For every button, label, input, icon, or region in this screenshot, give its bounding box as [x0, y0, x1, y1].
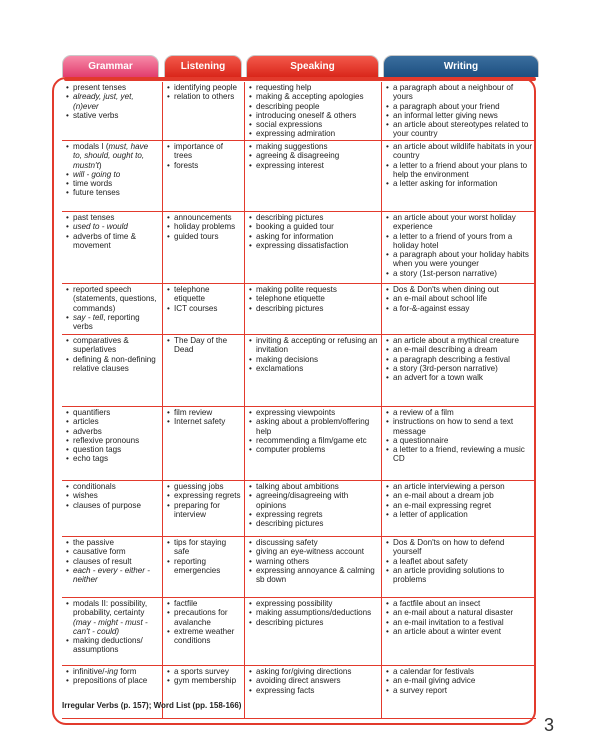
speaking-item: • computer problems	[249, 445, 378, 454]
speaking-item: • describing people	[249, 102, 378, 111]
speaking-item: • introducing oneself & others	[249, 111, 378, 120]
grammar-item: • defining & non-defining relative clauses	[66, 355, 159, 374]
speaking-cell	[245, 598, 382, 665]
unit-row	[62, 82, 536, 141]
listening-item: • Internet safety	[167, 417, 241, 426]
grammar-item-fragment: -ing	[104, 667, 118, 676]
tab-listening: Listening	[164, 55, 242, 77]
listening-item: • guided tours	[167, 232, 241, 241]
speaking-item: • agreeing & disagreeing	[249, 151, 378, 160]
unit-row	[62, 537, 536, 598]
listening-cell	[163, 141, 245, 211]
speaking-item: • expressing viewpoints	[249, 408, 378, 417]
writing-cell	[382, 335, 536, 406]
grammar-item: • causative form	[66, 547, 159, 556]
grammar-item	[66, 313, 159, 332]
speaking-item: • asking for information	[249, 232, 378, 241]
unit-row	[62, 598, 536, 666]
writing-item: • a paragraph about a neighbour of yours	[386, 83, 533, 102]
listening-cell	[163, 212, 245, 283]
writing-cell	[382, 666, 536, 718]
footer-reference: Irregular Verbs (p. 157); Word List (pp. 158-166)	[62, 701, 242, 710]
writing-item: • instructions on how to send a text message	[386, 417, 533, 436]
listening-cell	[163, 666, 245, 718]
listening-item: • gym membership	[167, 676, 241, 685]
writing-item: • an article about stereotypes related to your country	[386, 120, 533, 139]
speaking-item: • expressing annoyance & calming sb down	[249, 566, 378, 585]
writing-item: • a story (3rd-person narrative)	[386, 364, 533, 373]
grammar-item	[66, 566, 159, 585]
grammar-item-fragment: each - every - either - neither	[73, 565, 150, 585]
grammar-item	[66, 92, 159, 111]
speaking-cell	[245, 284, 382, 334]
listening-item: • precautions for avalanche	[167, 608, 241, 627]
writing-item: • an article about a winter event	[386, 627, 533, 636]
writing-item: • a letter to a friend of yours from a holiday hotel	[386, 232, 533, 251]
writing-item: • a questionnaire	[386, 436, 533, 445]
writing-item: • an article providing solutions to problems	[386, 566, 533, 585]
writing-item: • an advert for a town walk	[386, 373, 533, 382]
unit-row	[62, 212, 536, 284]
grammar-cell	[62, 666, 163, 718]
listening-cell	[163, 407, 245, 480]
grammar-item: • future tenses	[66, 188, 159, 197]
listening-cell	[163, 598, 245, 665]
listening-item: • forests	[167, 161, 241, 170]
grammar-cell	[62, 598, 163, 665]
listening-item: • expressing regrets	[167, 491, 241, 500]
grammar-item: • time words	[66, 179, 159, 188]
speaking-item: • talking about ambitions	[249, 482, 378, 491]
speaking-item: • warning others	[249, 557, 378, 566]
listening-cell	[163, 284, 245, 334]
grammar-item-fragment: )	[98, 160, 102, 170]
speaking-item: • making suggestions	[249, 142, 378, 151]
unit-row	[62, 284, 536, 335]
speaking-item: • expressing possibility	[249, 599, 378, 608]
speaking-item: • making polite requests	[249, 285, 378, 294]
listening-item: • preparing for interview	[167, 501, 241, 520]
listening-item: • announcements	[167, 213, 241, 222]
listening-cell	[163, 537, 245, 597]
grammar-item	[66, 222, 159, 231]
grammar-item	[66, 142, 159, 170]
unit-row	[62, 141, 536, 212]
writing-item: • an e-mail about a dream job	[386, 491, 533, 500]
grammar-item: • reported speech (statements, questions, commands)	[66, 285, 159, 313]
speaking-item: • describing pictures	[249, 304, 378, 313]
grammar-item: • the passive	[66, 538, 159, 547]
grammar-cell	[62, 537, 163, 597]
unit-row	[62, 666, 536, 719]
writing-item: • a letter to a friend about your plans to help the environment	[386, 161, 533, 180]
writing-item: • a letter asking for information	[386, 179, 533, 188]
speaking-item: • making & accepting apologies	[249, 92, 378, 101]
writing-item: • Dos & Don'ts on how to defend yourself	[386, 538, 533, 557]
speaking-cell	[245, 537, 382, 597]
listening-item: • identifying people	[167, 83, 241, 92]
unit-row	[62, 335, 536, 407]
listening-item: • holiday problems	[167, 222, 241, 231]
speaking-cell	[245, 82, 382, 140]
grammar-item: • present tenses	[66, 83, 159, 92]
writing-item: • an e-mail giving advice	[386, 676, 533, 685]
writing-item: • a paragraph describing a festival	[386, 355, 533, 364]
tab-writing: Writing	[383, 55, 539, 77]
grammar-item: • question tags	[66, 445, 159, 454]
writing-item: • a letter to a friend, reviewing a music CD	[386, 445, 533, 464]
writing-item: • a paragraph about your holiday habits when you were younger	[386, 250, 533, 269]
frame-top-bar	[64, 77, 536, 81]
grammar-item-fragment: modals II: possibility, probability, certainty	[73, 599, 148, 618]
writing-item: • an informal letter giving news	[386, 111, 533, 120]
grammar-item-fragment: must, have to, should, ought to, mustn't	[73, 142, 149, 170]
writing-item: • an e-mail about a natural disaster	[386, 608, 533, 617]
grammar-item: • conditionals	[66, 482, 159, 491]
grammar-item-fragment: form	[118, 667, 137, 676]
grammar-cell	[62, 335, 163, 406]
listening-item: • film review	[167, 408, 241, 417]
grammar-cell	[62, 284, 163, 334]
writing-item: • an e-mail expressing regret	[386, 501, 533, 510]
writing-cell	[382, 82, 536, 140]
listening-item: • factfile	[167, 599, 241, 608]
speaking-item: • telephone etiquette	[249, 294, 378, 303]
grammar-item-fragment: already, just, yet, (n)ever	[73, 92, 134, 111]
grammar-cell	[62, 212, 163, 283]
tab-grammar: Grammar	[62, 55, 159, 77]
grammar-item: • quantifiers	[66, 408, 159, 417]
grammar-item-fragment: (may - might - must - can't - could)	[73, 617, 148, 636]
speaking-item: • expressing dissatisfaction	[249, 241, 378, 250]
listening-cell	[163, 335, 245, 406]
grammar-cell	[62, 82, 163, 140]
grammar-item: • prepositions of place	[66, 676, 159, 685]
writing-item: • an e-mail describing a dream	[386, 345, 533, 354]
listening-cell	[163, 82, 245, 140]
grammar-item-fragment: modals I (	[73, 142, 109, 151]
grammar-item: • past tenses	[66, 213, 159, 222]
listening-item: • extreme weather conditions	[167, 627, 241, 646]
listening-item: • relation to others	[167, 92, 241, 101]
speaking-item: • avoiding direct answers	[249, 676, 378, 685]
speaking-item: • expressing admiration	[249, 129, 378, 138]
grammar-item	[66, 170, 159, 179]
unit-row	[62, 407, 536, 481]
writing-cell	[382, 212, 536, 283]
listening-item: • The Day of the Dead	[167, 336, 241, 355]
writing-item: • an article about wildlife habitats in your country	[386, 142, 533, 161]
writing-cell	[382, 598, 536, 665]
grammar-item-fragment: used to - would	[73, 222, 128, 232]
listening-item: • ICT courses	[167, 304, 241, 313]
speaking-item: • expressing regrets	[249, 510, 378, 519]
writing-item: • a for-&-against essay	[386, 304, 533, 313]
speaking-item: • expressing interest	[249, 161, 378, 170]
tab-speaking: Speaking	[246, 55, 379, 77]
writing-item: • a survey report	[386, 686, 533, 695]
speaking-cell	[245, 407, 382, 480]
writing-item: • a paragraph about your friend	[386, 102, 533, 111]
writing-item: • a story (1st-person narrative)	[386, 269, 533, 278]
writing-item: • an e-mail invitation to a festival	[386, 618, 533, 627]
contents-table	[62, 82, 536, 719]
grammar-item: • comparatives & superlatives	[66, 336, 159, 355]
speaking-cell	[245, 212, 382, 283]
listening-item: • a sports survey	[167, 667, 241, 676]
grammar-item-fragment: say - tell	[73, 312, 104, 322]
grammar-cell	[62, 141, 163, 211]
speaking-item: • describing pictures	[249, 618, 378, 627]
grammar-item-fragment: , reporting verbs	[73, 312, 140, 332]
listening-item: • guessing jobs	[167, 482, 241, 491]
writing-item: • an article interviewing a person	[386, 482, 533, 491]
listening-item: • importance of trees	[167, 142, 241, 161]
grammar-item: • clauses of result	[66, 557, 159, 566]
grammar-cell	[62, 481, 163, 536]
grammar-item: • articles	[66, 417, 159, 426]
unit-row	[62, 481, 536, 537]
grammar-item: • stative verbs	[66, 111, 159, 120]
grammar-item: • reflexive pronouns	[66, 436, 159, 445]
grammar-item-fragment: will - going to	[73, 169, 121, 179]
speaking-item: • requesting help	[249, 83, 378, 92]
writing-item: • a leaflet about safety	[386, 557, 533, 566]
writing-item: • a letter of application	[386, 510, 533, 519]
grammar-item	[66, 667, 159, 676]
grammar-item-fragment: infinitive/	[73, 667, 105, 676]
speaking-item: • making decisions	[249, 355, 378, 364]
speaking-cell	[245, 481, 382, 536]
grammar-item	[66, 599, 159, 636]
grammar-item: • wishes	[66, 491, 159, 500]
grammar-item: • making deductions/ assumptions	[66, 636, 159, 655]
writing-cell	[382, 284, 536, 334]
page-number: 3	[544, 715, 555, 735]
speaking-item: • exclamations	[249, 364, 378, 373]
writing-cell	[382, 537, 536, 597]
writing-item: • an e-mail about school life	[386, 294, 533, 303]
grammar-cell	[62, 407, 163, 480]
grammar-item: • clauses of purpose	[66, 501, 159, 510]
speaking-item: • describing pictures	[249, 519, 378, 528]
writing-item: • a factfile about an insect	[386, 599, 533, 608]
writing-cell	[382, 481, 536, 536]
writing-item: • Dos & Don'ts when dining out	[386, 285, 533, 294]
writing-item: • an article about your worst holiday experience	[386, 213, 533, 232]
speaking-item: • describing pictures	[249, 213, 378, 222]
speaking-item: • asking for/giving directions	[249, 667, 378, 676]
grammar-item: • echo tags	[66, 454, 159, 463]
grammar-item: • adverbs of time & movement	[66, 232, 159, 251]
writing-item: • an article about a mythical creature	[386, 336, 533, 345]
speaking-item: • giving an eye-witness account	[249, 547, 378, 556]
speaking-item: • recommending a film/game etc	[249, 436, 378, 445]
column-tabs	[62, 55, 539, 77]
listening-item: • tips for staying safe	[167, 538, 241, 557]
speaking-item: • asking about a problem/offering help	[249, 417, 378, 436]
writing-cell	[382, 141, 536, 211]
writing-item: • a calendar for festivals	[386, 667, 533, 676]
speaking-item: • agreeing/disagreeing with opinions	[249, 491, 378, 510]
speaking-cell	[245, 666, 382, 718]
listening-cell	[163, 481, 245, 536]
writing-cell	[382, 407, 536, 480]
grammar-item: • adverbs	[66, 427, 159, 436]
speaking-item: • discussing safety	[249, 538, 378, 547]
speaking-cell	[245, 335, 382, 406]
speaking-item: • expressing facts	[249, 686, 378, 695]
speaking-item: • inviting & accepting or refusing an invitation	[249, 336, 378, 355]
speaking-item: • booking a guided tour	[249, 222, 378, 231]
speaking-item: • social expressions	[249, 120, 378, 129]
listening-item: • telephone etiquette	[167, 285, 241, 304]
listening-item: • reporting emergencies	[167, 557, 241, 576]
speaking-item: • making assumptions/deductions	[249, 608, 378, 617]
writing-item: • a review of a film	[386, 408, 533, 417]
speaking-cell	[245, 141, 382, 211]
